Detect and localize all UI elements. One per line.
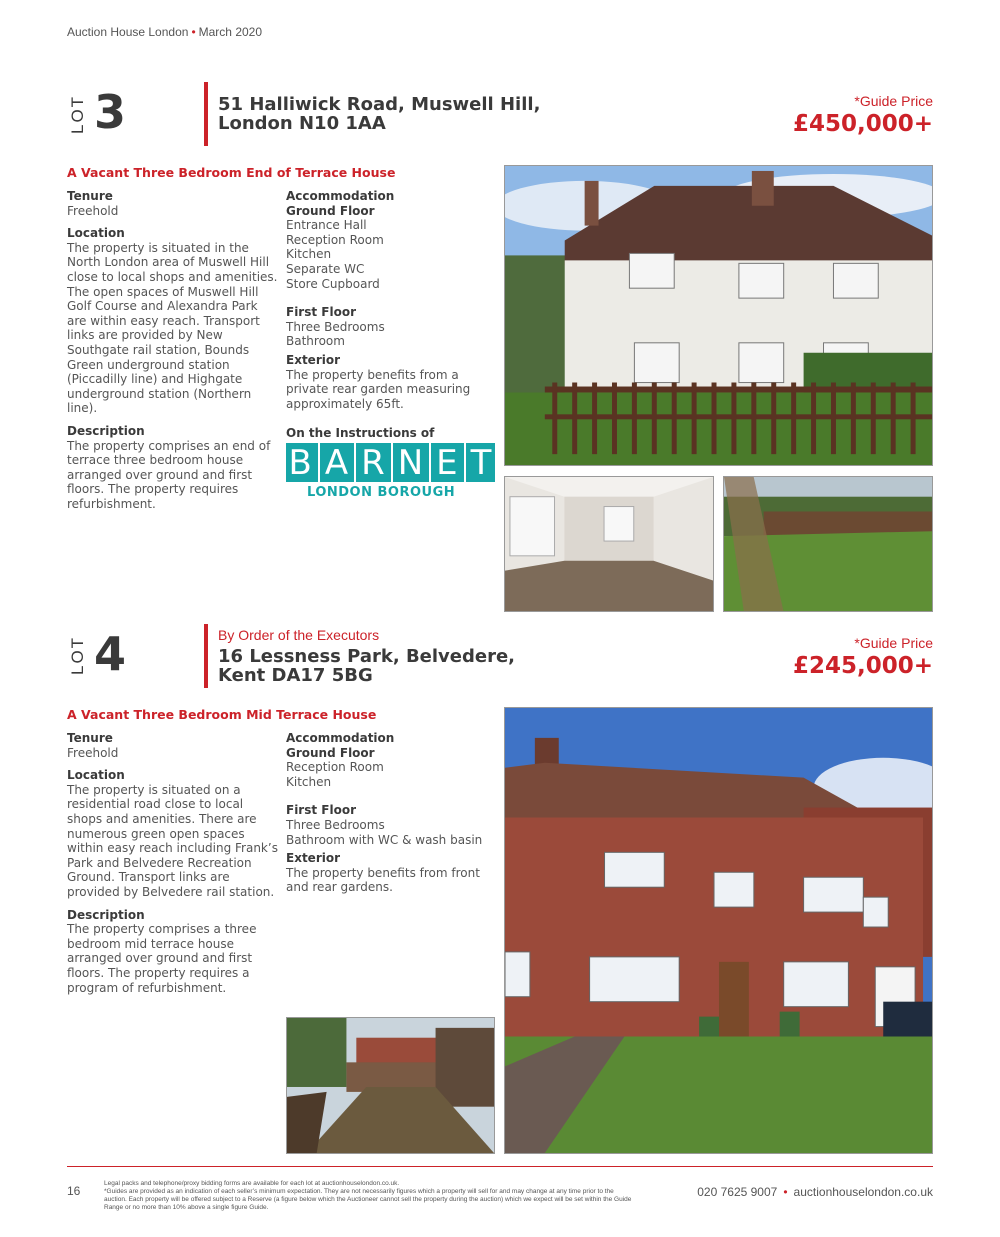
footer-contact bbox=[697, 1185, 933, 1199]
red-divider-bar bbox=[204, 624, 208, 688]
house-exterior-photo bbox=[504, 165, 933, 466]
details-column-left bbox=[67, 189, 279, 519]
room-item: Three Bedrooms bbox=[286, 319, 385, 334]
guide-price-value: £245,000+ bbox=[792, 653, 933, 679]
legal-note: Legal packs and telephone/proxy bidding forms are available for each lot at auctionhouselondon.co.uk. bbox=[104, 1180, 400, 1187]
first-floor-heading: First Floor bbox=[286, 803, 357, 818]
phone-number: 020 7625 9007 bbox=[697, 1185, 778, 1199]
accommodation-heading: Accommodation bbox=[286, 189, 395, 203]
barnet-logo bbox=[286, 443, 495, 482]
instructions-label: On the Instructions of bbox=[286, 426, 435, 440]
details-column-right bbox=[286, 189, 500, 419]
lot-label: LOT bbox=[68, 94, 87, 134]
rear-garden-photo bbox=[723, 476, 933, 612]
room-item: Entrance Hall bbox=[286, 218, 367, 233]
room-item: Bathroom with WC & wash basin bbox=[286, 832, 483, 847]
room-item: Reception Room bbox=[286, 232, 384, 247]
bullet-separator: • bbox=[191, 25, 196, 39]
interior-room-photo bbox=[504, 476, 714, 612]
property-subheading: A Vacant Three Bedroom End of Terrace House bbox=[67, 165, 396, 180]
tenure-value: Freehold bbox=[67, 745, 119, 760]
bullet-separator: • bbox=[783, 1185, 788, 1199]
location-text: The property is situated on a residential road close to local shops and amenities. There are numerous green open spaces within easy reach including Frank’s Park and Belvedere Recreation Ground. Transport links are provided by Belvedere rail station. bbox=[67, 782, 278, 899]
publisher-name: Auction House London bbox=[67, 25, 189, 39]
accommodation-heading: Accommodation bbox=[286, 731, 395, 745]
description-heading: Description bbox=[67, 423, 145, 438]
logo-letter: B bbox=[288, 442, 313, 483]
address-line-1: 51 Halliwick Road, Muswell Hill, bbox=[218, 94, 541, 115]
ground-floor-heading: Ground Floor bbox=[286, 745, 375, 760]
room-item: Store Cupboard bbox=[286, 276, 380, 291]
property-subheading: A Vacant Three Bedroom Mid Terrace House bbox=[67, 707, 377, 722]
red-divider-bar bbox=[204, 82, 208, 146]
tenure-value: Freehold bbox=[67, 203, 119, 218]
first-floor-heading: First Floor bbox=[286, 305, 357, 320]
guide-price-label: *Guide Price bbox=[854, 93, 933, 109]
footer-divider bbox=[67, 1166, 933, 1167]
logo-divider bbox=[429, 443, 431, 482]
barnet-logo-subtitle: LONDON BOROUGH bbox=[307, 485, 456, 500]
tenure-heading: Tenure bbox=[67, 731, 113, 745]
rear-garden-photo bbox=[286, 1017, 495, 1154]
logo-letter: E bbox=[436, 442, 459, 483]
description-text: The property comprises a three bedroom mid terrace house arranged over ground and first floors. The property requires a program of refurbishment. bbox=[67, 922, 257, 995]
page-number: 16 bbox=[67, 1184, 81, 1198]
logo-letter: R bbox=[361, 442, 386, 483]
lot-address bbox=[218, 95, 540, 133]
ground-floor-list bbox=[286, 218, 500, 291]
logo-divider bbox=[464, 443, 466, 482]
logo-divider bbox=[354, 443, 356, 482]
exterior-heading: Exterior bbox=[286, 851, 341, 866]
room-item: Kitchen bbox=[286, 774, 332, 789]
details-column-left bbox=[67, 731, 279, 1003]
order-note: By Order of the Executors bbox=[218, 627, 380, 643]
address-line-1: 16 Lessness Park, Belvedere, bbox=[218, 646, 515, 667]
address-line-2: London N10 1AA bbox=[218, 113, 386, 134]
logo-letter: A bbox=[324, 442, 350, 483]
first-floor-list bbox=[286, 818, 500, 847]
room-item: Bathroom bbox=[286, 334, 345, 349]
guide-price-value: £450,000+ bbox=[792, 111, 933, 137]
website-link[interactable]: auctionhouselondon.co.uk bbox=[793, 1185, 933, 1199]
logo-divider bbox=[391, 443, 393, 482]
room-item: Reception Room bbox=[286, 760, 384, 775]
lot-address bbox=[218, 647, 515, 685]
lot-label: LOT bbox=[68, 635, 87, 675]
address-line-2: Kent DA17 5BG bbox=[218, 665, 373, 686]
description-heading: Description bbox=[67, 907, 145, 922]
tenure-heading: Tenure bbox=[67, 189, 113, 203]
logo-divider bbox=[318, 443, 320, 482]
ground-floor-list bbox=[286, 760, 500, 789]
logo-letter: N bbox=[397, 442, 425, 483]
guide-disclaimer: *Guides are provided as an indication of each seller’s minimum expectation. They are not necessarily figures which a property will sell for and may change at any time prior to the auction. Each property will be offered subject to a Reserve (a figure below which the Auctioneer cannot sell the property during the auction) which we expect will be set within the Guide Range or no more than 10% above a single figure Guide. bbox=[104, 1188, 632, 1211]
location-heading: Location bbox=[67, 226, 125, 241]
issue-date: March 2020 bbox=[198, 25, 263, 39]
location-heading: Location bbox=[67, 768, 125, 783]
room-item: Kitchen bbox=[286, 247, 332, 262]
logo-letter: T bbox=[470, 442, 493, 483]
location-text: The property is situated in the North London area of Muswell Hill close to local shops and amenities. The open spaces of Muswell Hill Golf Course and Alexandra Park are within easy reach. Transport links are provided by New Southgate rail station, Bounds Green underground station (Piccadilly line) and Highgate underground station (Northern line). bbox=[67, 240, 278, 416]
guide-price-label: *Guide Price bbox=[854, 635, 933, 651]
house-exterior-photo bbox=[504, 707, 933, 1154]
page-header bbox=[67, 25, 262, 39]
room-item: Separate WC bbox=[286, 261, 365, 276]
lot-number: 4 bbox=[94, 627, 127, 681]
first-floor-list bbox=[286, 320, 500, 349]
exterior-text: The property benefits from front and rear gardens. bbox=[286, 865, 480, 895]
lot-number: 3 bbox=[94, 85, 127, 139]
details-column-right bbox=[286, 731, 500, 903]
room-item: Three Bedrooms bbox=[286, 817, 385, 832]
exterior-text: The property benefits from a private rear garden measuring approximately 65ft. bbox=[286, 367, 471, 411]
exterior-heading: Exterior bbox=[286, 352, 341, 367]
footer-notes bbox=[104, 1180, 634, 1212]
description-text: The property comprises an end of terrace three bedroom house arranged over ground and first floors. The property requires refurbishment. bbox=[67, 438, 271, 511]
ground-floor-heading: Ground Floor bbox=[286, 203, 375, 218]
